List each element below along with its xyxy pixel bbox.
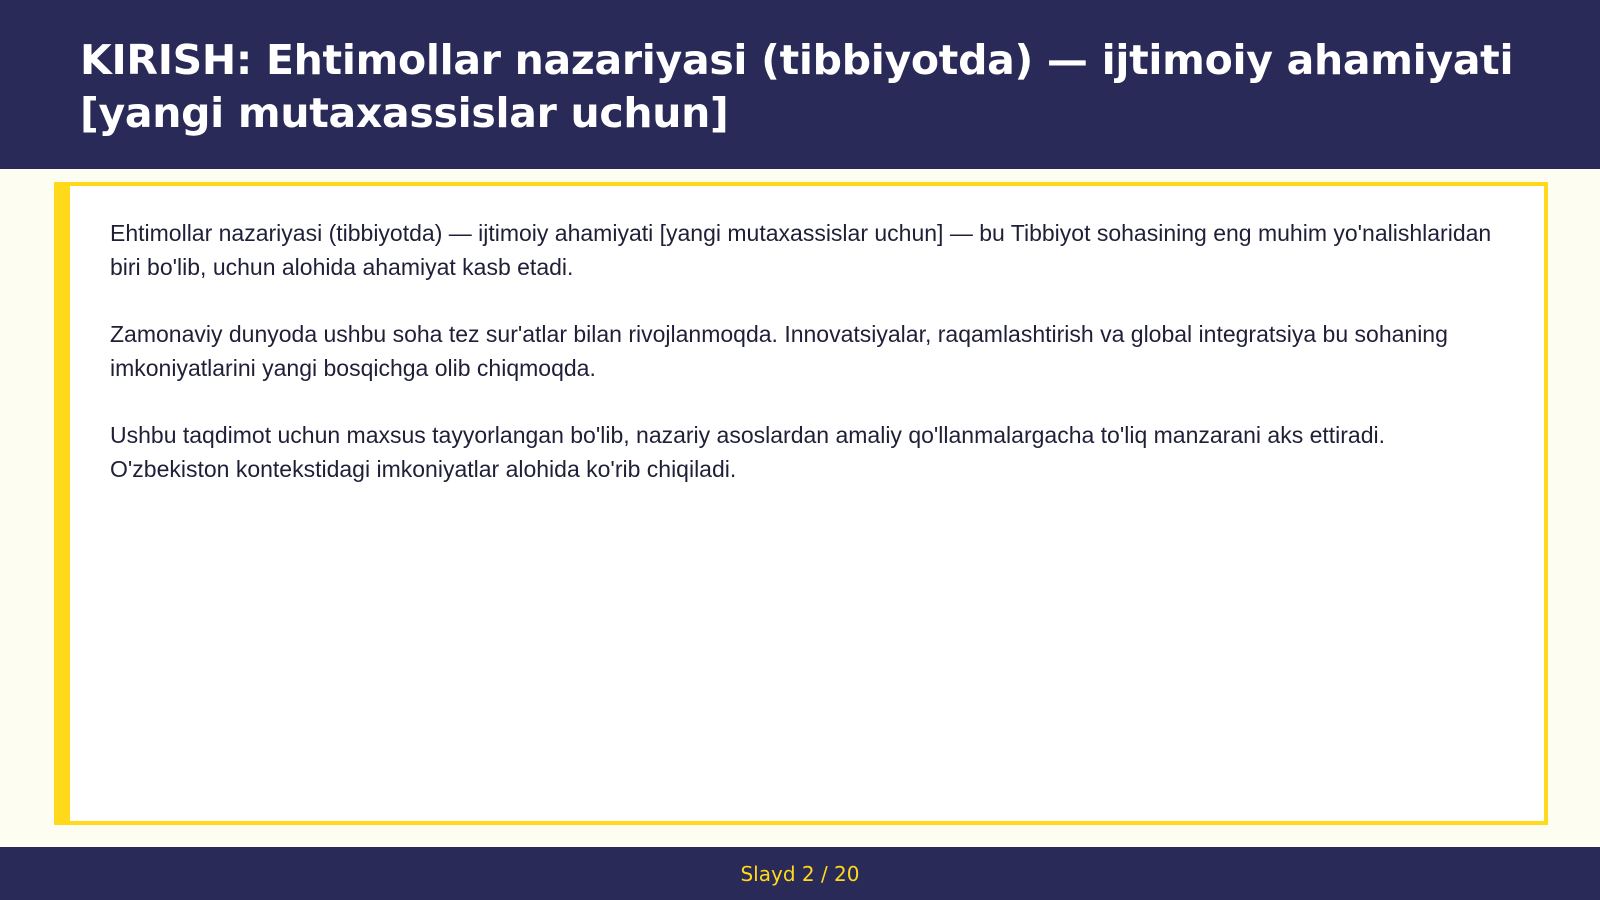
slide-footer <box>0 847 1600 900</box>
paragraph-presentation: Ushbu taqdimot uchun maxsus tayyorlangan bo'lib, nazariy asoslardan amaliy qo'llanmalargacha to'liq manzarani aks ettiradi. O'zbekiston kontekstidagi imkoniyatlar alohida ko'rib chiqiladi. <box>110 422 1386 482</box>
paragraph-intro: Ehtimollar nazariyasi (tibbiyotda) — ijtimoiy ahamiyati [yangi mutaxassislar uchun] — bu Tibbiyot sohasining eng muhim yo'nalishlaridan biri bo'lib, uchun alohida ahamiyat kasb etadi. <box>110 220 1492 280</box>
slide-header <box>0 0 1600 169</box>
slide-counter: Slayd 2 / 20 <box>740 861 860 886</box>
slide-title: KIRISH: Ehtimollar nazariyasi (tibbiyotda) — ijtimoiy ahamiyati [yangi mutaxassislar uchun] <box>80 36 1514 137</box>
content-box <box>54 182 1548 825</box>
paragraph-modern-world: Zamonaviy dunyoda ushbu soha tez sur'atlar bilan rivojlanmoqda. Innovatsiyalar, raqamlashtirish va global integratsiya bu sohaning imkoniyatlarini yangi bosqichga olib chiqmoqda. <box>110 321 1448 381</box>
